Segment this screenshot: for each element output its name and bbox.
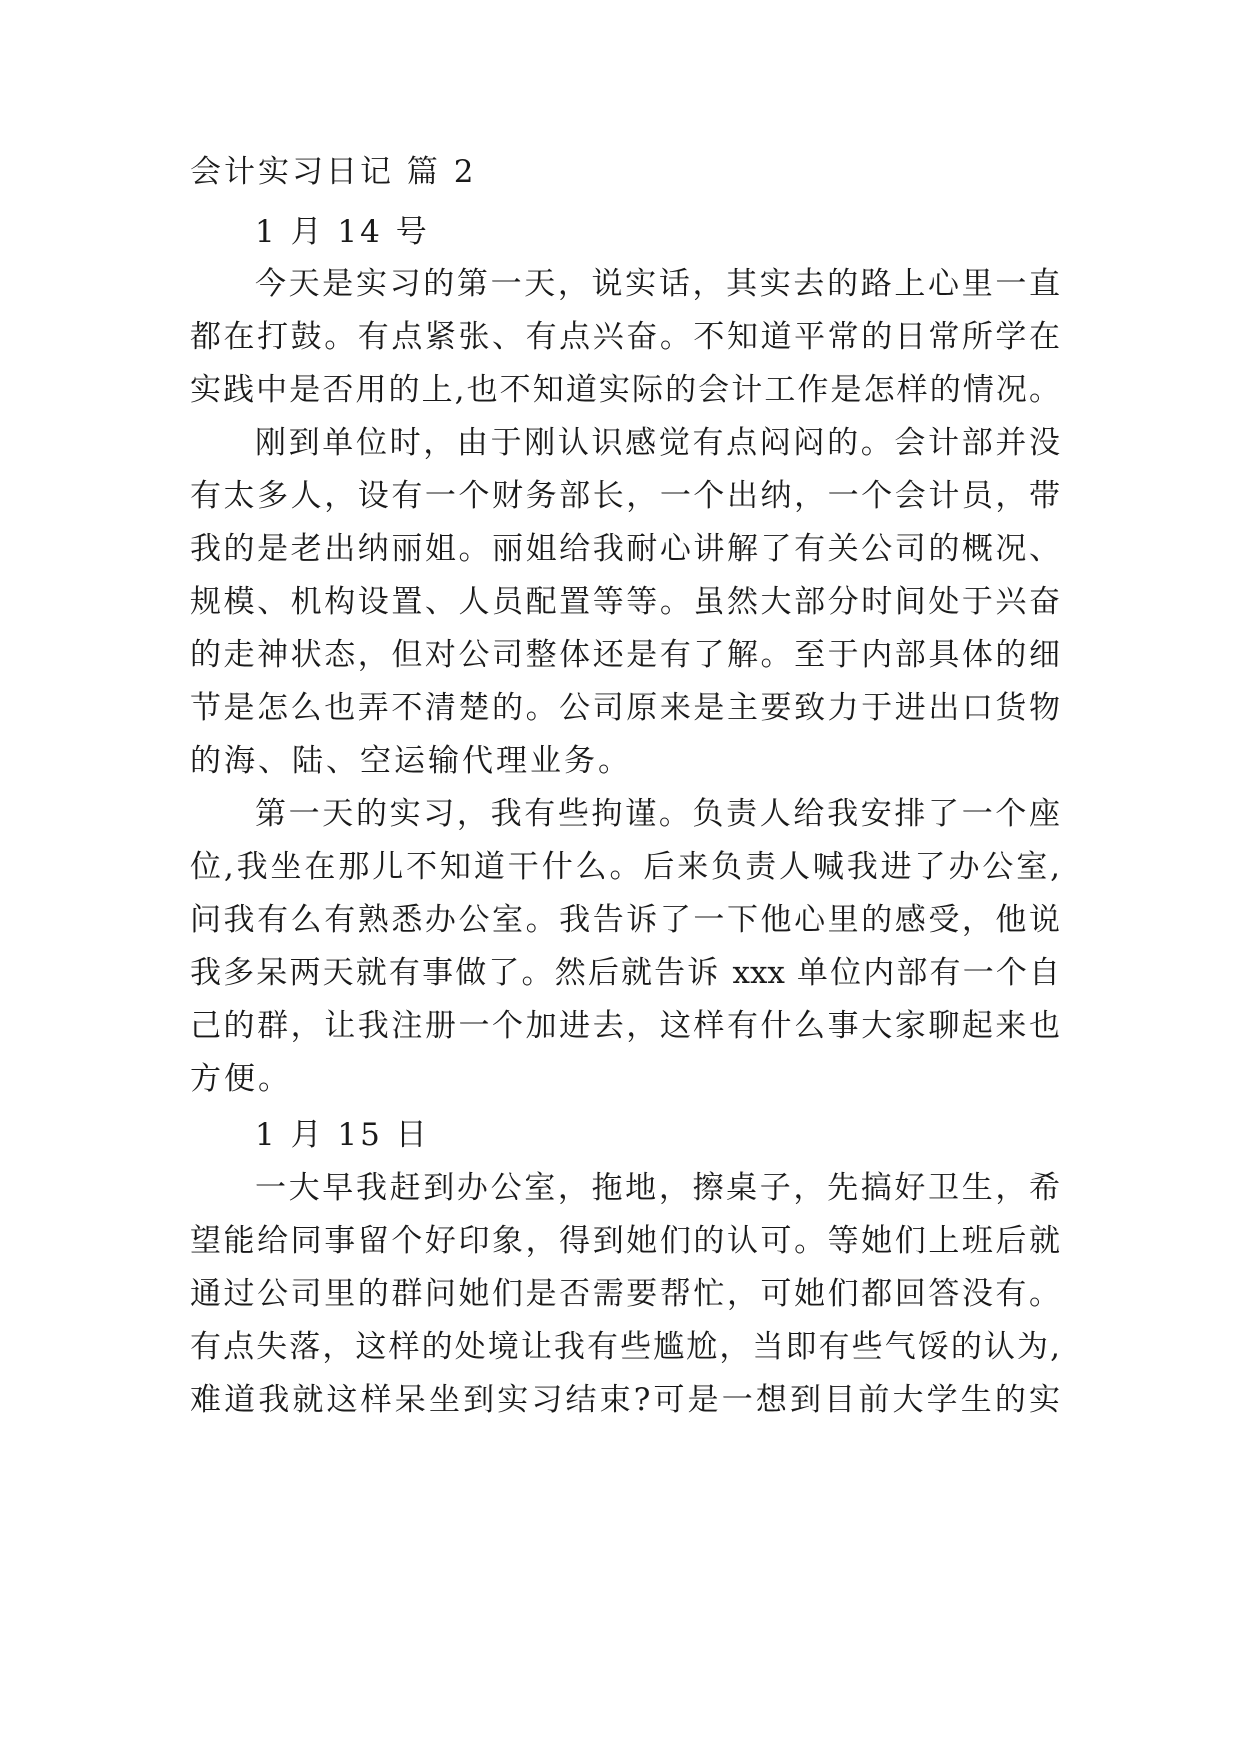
text-line: 望能给同事留个好印象，得到她们的认可。等她们上班后就 bbox=[190, 1223, 1060, 1259]
text-line: 方便。 bbox=[190, 1061, 292, 1097]
text-line: 都在打鼓。有点紧张、有点兴奋。不知道平常的日常所学在 bbox=[190, 319, 1060, 355]
text-line: 问我有么有熟悉办公室。我告诉了一下他心里的感受，他说 bbox=[190, 902, 1060, 938]
text-line: 我多呆两天就有事做了。然后就告诉 xxx 单位内部有一个自 bbox=[190, 955, 1060, 991]
text-line: 有太多人，设有一个财务部长，一个出纳，一个会计员，带 bbox=[190, 478, 1060, 514]
text-line: 有点失落，这样的处境让我有些尴尬，当即有些气馁的认为, bbox=[190, 1329, 1060, 1365]
text-line: 位,我坐在那儿不知道干什么。后来负责人喊我进了办公室, bbox=[190, 849, 1060, 885]
text-line: 规模、机构设置、人员配置等等。虽然大部分时间处于兴奋 bbox=[190, 584, 1060, 620]
text-line: 的走神状态，但对公司整体还是有了解。至于内部具体的细 bbox=[190, 637, 1060, 673]
text-line: 刚到单位时，由于刚认识感觉有点闷闷的。会计部并没 bbox=[255, 425, 1060, 461]
text-line: 实践中是否用的上,也不知道实际的会计工作是怎样的情况。 bbox=[190, 372, 1060, 408]
text-line: 节是怎么也弄不清楚的。公司原来是主要致力于进出口货物 bbox=[190, 690, 1060, 726]
text-line: 通过公司里的群问她们是否需要帮忙，可她们都回答没有。 bbox=[190, 1276, 1060, 1312]
text-line: 的海、陆、空运输代理业务。 bbox=[190, 743, 632, 779]
text-line: 难道我就这样呆坐到实习结束?可是一想到目前大学生的实 bbox=[190, 1382, 1060, 1418]
text-line: 我的是老出纳丽姐。丽姐给我耐心讲解了有关公司的概况、 bbox=[190, 531, 1060, 567]
text-line: 今天是实习的第一天，说实话，其实去的路上心里一直 bbox=[255, 266, 1060, 302]
text-line: 一大早我赶到办公室，拖地，擦桌子，先搞好卫生，希 bbox=[255, 1170, 1060, 1206]
text-line: 第一天的实习，我有些拘谨。负责人给我安排了一个座 bbox=[255, 796, 1060, 832]
diary-date: 1 月 14 号 bbox=[255, 214, 430, 250]
text-line: 己的群，让我注册一个加进去，这样有什么事大家聊起来也 bbox=[190, 1008, 1060, 1044]
diary-date: 1 月 15 日 bbox=[255, 1117, 430, 1153]
document-title: 会计实习日记 篇 2 bbox=[190, 154, 477, 190]
